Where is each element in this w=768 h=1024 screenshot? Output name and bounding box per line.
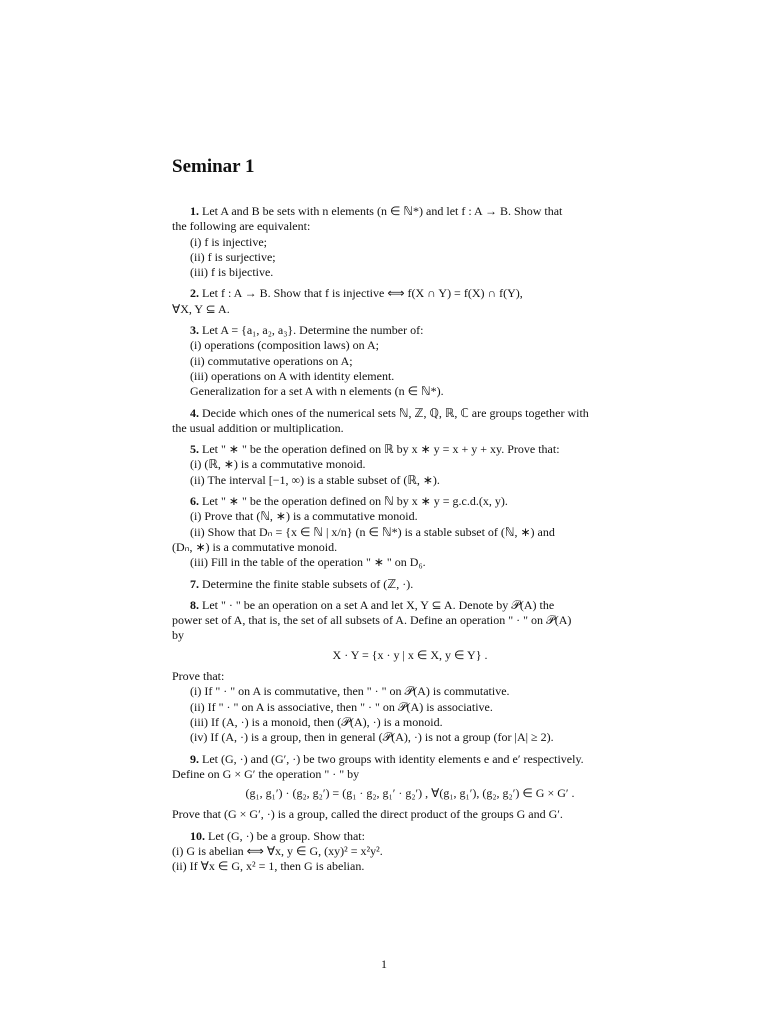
problem-3 bbox=[172, 323, 648, 399]
problem-8 bbox=[172, 598, 648, 746]
problem-number: 9. bbox=[190, 751, 199, 766]
problem-text: Let " ∗ " be the operation defined on ℕ by x ∗ y = g.c.d.(x, y). bbox=[202, 494, 508, 509]
problem-item: Generalization for a set A with n elements (n ∈ ℕ*). bbox=[190, 384, 444, 399]
problem-line bbox=[172, 598, 648, 613]
problem-line bbox=[172, 323, 648, 338]
problem-item: (iii) operations on A with identity element. bbox=[190, 368, 395, 383]
problem-item: (ii) Show that Dₙ = {x ∈ ℕ | x/n} (n ∈ ℕ*) is a stable subset of (ℕ, ∗) and bbox=[190, 524, 555, 539]
problem-line bbox=[172, 577, 648, 592]
problem-number: 5. bbox=[190, 442, 199, 457]
problem-item: (ii) If " · " on A is associative, then " · " on 𝒫(A) is associative. bbox=[190, 699, 493, 714]
problem-7 bbox=[172, 577, 648, 592]
display-equation: X · Y = {x · y | x ∈ X, y ∈ Y} . bbox=[332, 647, 488, 662]
problem-item: (i) Prove that (ℕ, ∗) is a commutative monoid. bbox=[190, 509, 418, 524]
problem-4 bbox=[172, 406, 648, 437]
problem-line: by bbox=[172, 628, 184, 643]
problem-text: Let (G, ·) be a group. Show that: bbox=[208, 828, 365, 843]
problem-number: 7. bbox=[190, 576, 199, 591]
problem-text: Let " · " be an operation on a set A and let X, Y ⊆ A. Denote by 𝒫(A) the bbox=[202, 597, 555, 612]
problem-item: (i) G is abelian ⟺ ∀x, y ∈ G, (xy)² = x²y². bbox=[172, 843, 383, 858]
problem-text: Decide which ones of the numerical sets ℕ, ℤ, ℚ, ℝ, ℂ are groups together with bbox=[202, 405, 589, 420]
problem-item: (i) f is injective; bbox=[190, 234, 267, 249]
problem-line bbox=[172, 829, 648, 844]
problem-item: (ii) The interval [−1, ∞) is a stable subset of (ℝ, ∗). bbox=[190, 472, 440, 487]
problem-1 bbox=[172, 204, 648, 280]
problem-item: (iii) Fill in the table of the operation " ∗ " on D₆. bbox=[190, 555, 426, 570]
problem-line bbox=[172, 286, 648, 301]
problem-text: Let (G, ·) and (G′, ·) be two groups with identity elements e and e′ respectively. bbox=[202, 751, 584, 766]
problem-item: (iii) If (A, ·) is a monoid, then (𝒫(A), ·) is a monoid. bbox=[190, 714, 443, 729]
problem-9 bbox=[172, 752, 648, 823]
problem-item: (i) operations (composition laws) on A; bbox=[190, 338, 379, 353]
problem-number: 1. bbox=[190, 204, 199, 218]
problem-item: (ii) f is surjective; bbox=[190, 249, 276, 264]
problem-line: Prove that (G × G′, ·) is a group, called the direct product of the groups G and G′. bbox=[172, 807, 563, 822]
problem-item: (iv) If (A, ·) is a group, then in general (𝒫(A), ·) is not a group (for |A| ≥ 2). bbox=[190, 730, 554, 745]
display-equation: (g₁, g₁′) · (g₂, g₂′) = (g₁ · g₂, g₁′ · g₂′) , ∀(g₁, g₁′), (g₂, g₂′) ∈ G × G′ . bbox=[245, 786, 575, 801]
problem-line: power set of A, that is, the set of all subsets of A. Define an operation " · " on 𝒫(A) bbox=[172, 613, 572, 628]
problem-text: Let f : A → B. Show that f is injective ⟺ f(X ∩ Y) = f(X) ∩ f(Y), bbox=[202, 286, 523, 301]
problem-line: the following are equivalent: bbox=[172, 219, 311, 234]
problem-number: 6. bbox=[190, 494, 199, 509]
problem-10 bbox=[172, 829, 648, 875]
problem-number: 10. bbox=[190, 828, 205, 843]
problem-text: Let A = {a₁, a₂, a₃}. Determine the number of: bbox=[202, 323, 424, 338]
page-title: Seminar 1 bbox=[172, 156, 255, 177]
problem-item: (i) (ℝ, ∗) is a commutative monoid. bbox=[190, 457, 366, 472]
problem-item: (iii) f is bijective. bbox=[190, 265, 274, 280]
problem-line bbox=[172, 204, 648, 219]
problem-line bbox=[172, 442, 648, 457]
problem-item: (ii) If ∀x ∈ G, x² = 1, then G is abelian. bbox=[172, 859, 365, 874]
problem-line: Prove that: bbox=[172, 669, 225, 684]
problem-line: (Dₙ, ∗) is a commutative monoid. bbox=[172, 539, 338, 554]
problem-list bbox=[172, 204, 648, 881]
problem-number: 8. bbox=[190, 597, 199, 612]
problem-text: Determine the finite stable subsets of (ℤ, ·). bbox=[202, 576, 414, 591]
problem-line bbox=[172, 406, 648, 421]
problem-text: Let A and B be sets with n elements (n ∈ ℕ*) and let f : A → B. Show that bbox=[202, 204, 563, 218]
problem-2 bbox=[172, 286, 648, 317]
problem-number: 3. bbox=[190, 323, 199, 338]
problem-line bbox=[172, 494, 648, 509]
problem-line bbox=[172, 752, 648, 767]
problem-item: (i) If " · " on A is commutative, then " · " on 𝒫(A) is commutative. bbox=[190, 684, 510, 699]
problem-line: Define on G × G′ the operation " · " by bbox=[172, 766, 360, 781]
problem-item: (ii) commutative operations on A; bbox=[190, 353, 353, 368]
problem-number: 2. bbox=[190, 286, 199, 301]
problem-number: 4. bbox=[190, 405, 199, 420]
problem-text: Let " ∗ " be the operation defined on ℝ by x ∗ y = x + y + xy. Prove that: bbox=[202, 442, 560, 457]
page-number: 1 bbox=[381, 957, 387, 971]
problem-line: the usual addition or multiplication. bbox=[172, 420, 344, 435]
problem-line: ∀X, Y ⊆ A. bbox=[172, 301, 230, 316]
problem-5 bbox=[172, 442, 648, 488]
problem-6 bbox=[172, 494, 648, 570]
